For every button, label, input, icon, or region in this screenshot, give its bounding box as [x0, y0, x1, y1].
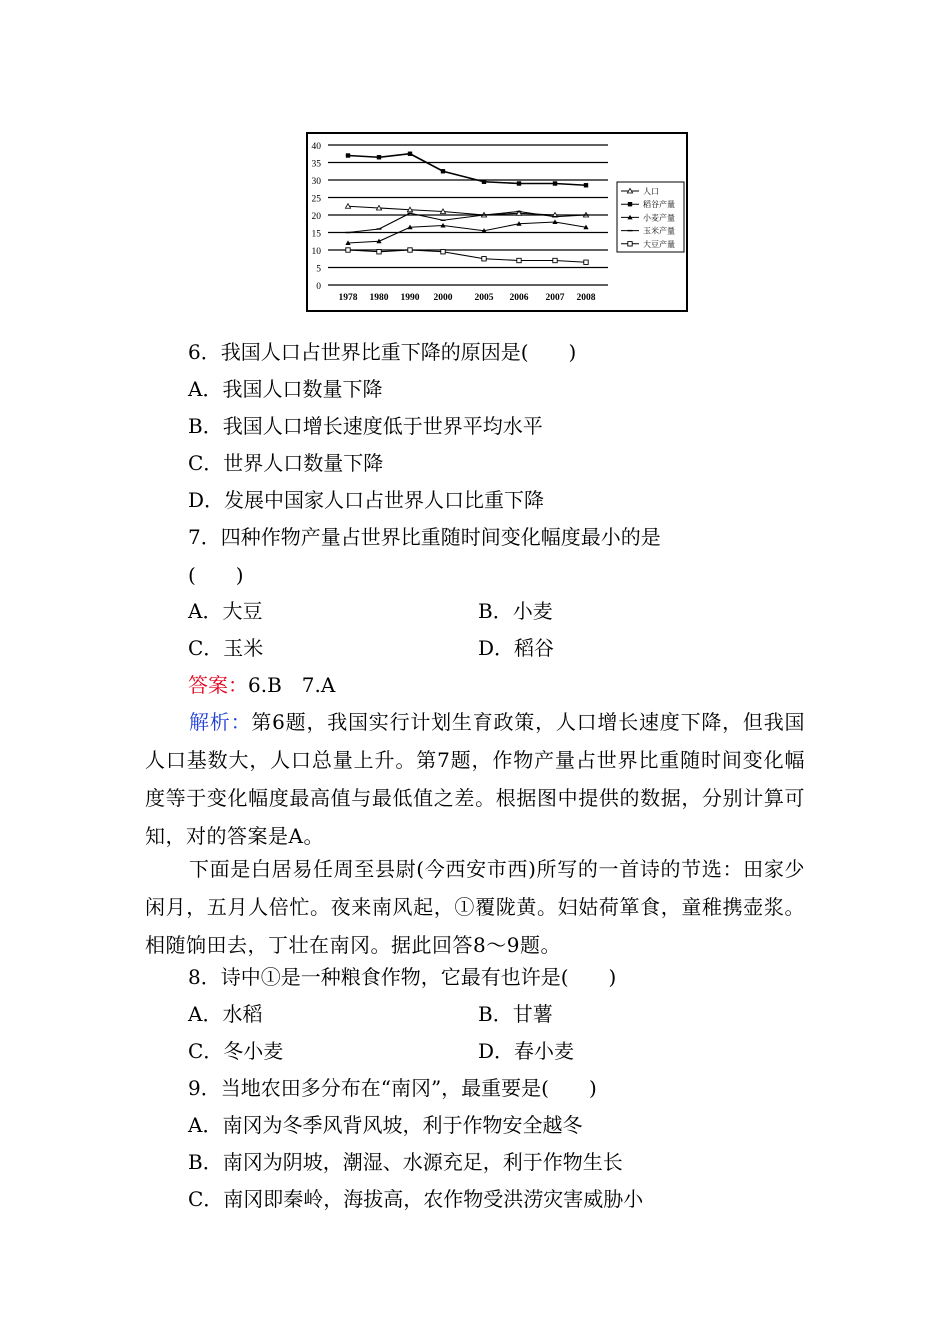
data-point	[584, 260, 588, 264]
data-point	[517, 181, 521, 185]
q6-option-b: B．我国人口增长速度低于世界平均水平	[188, 414, 543, 438]
q9-stem: 9．当地农田多分布在“南冈”，最重要是( )	[188, 1076, 597, 1100]
y-tick-label: 10	[311, 247, 321, 257]
x-tick-label: 1978	[338, 293, 358, 303]
q6-option-d: D．发展中国家人口占世界人口比重下降	[188, 488, 545, 512]
data-point	[441, 250, 445, 254]
y-tick-label: 40	[311, 142, 321, 152]
answer-label: 答案：	[188, 673, 248, 697]
answer-line	[188, 673, 335, 697]
analysis-text: 第6题，我国实行计划生育政策，人口增长速度下降，但我国人口基数大，人口总量上升。第7题，作物产量占世界比重随时间变化幅度等于变化幅度最高值与最低值之差。根据图中提供的数据，分别计算可知，对的答案是A。	[145, 710, 805, 848]
q7-option-c: C．玉米	[188, 636, 264, 660]
y-tick-label: 5	[316, 264, 321, 275]
x-tick-label: 2005	[474, 293, 494, 303]
analysis-paragraph	[145, 703, 805, 855]
legend-marker	[628, 242, 632, 246]
q8-stem: 8．诗中①是一种粮食作物，它最有也许是( )	[188, 965, 617, 989]
data-point	[346, 153, 350, 157]
q7-stem: 7．四种作物产量占世界比重随时间变化幅度最小的是	[188, 525, 661, 549]
x-tick-label: 2008	[576, 293, 596, 303]
x-tick-label: 1990	[400, 293, 420, 303]
q7-paren: ( )	[188, 563, 244, 587]
analysis-label: 解析：	[189, 710, 252, 734]
data-point	[553, 181, 557, 185]
q6-stem: 6．我国人口占世界比重下降的原因是( )	[188, 340, 577, 364]
data-point	[377, 250, 381, 254]
data-point	[584, 183, 588, 187]
q7-option-a: A．大豆	[188, 599, 263, 623]
legend-marker	[628, 202, 632, 206]
q9-option-c: C．南冈即秦岭，海拔高，农作物受洪涝灾害威胁小	[188, 1187, 644, 1211]
q8-option-a: A．水稻	[188, 1002, 263, 1026]
legend-label: 大豆产量	[643, 239, 675, 249]
q9-option-b: B．南冈为阴坡，潮湿、水源充足，利于作物生长	[188, 1150, 623, 1174]
y-tick-label: 30	[311, 177, 321, 187]
q8-option-b: B．甘薯	[478, 1002, 553, 1026]
q6-option-c: C．世界人口数量下降	[188, 451, 384, 475]
legend-label: 稻谷产量	[643, 200, 675, 210]
legend-label: 小麦产量	[643, 213, 675, 223]
y-tick-label: 35	[311, 159, 321, 170]
data-point	[346, 248, 350, 252]
q7-option-b: B．小麦	[478, 599, 553, 623]
q8-option-c: C．冬小麦	[188, 1039, 284, 1063]
data-point	[482, 180, 486, 184]
crop-share-chart	[306, 132, 688, 312]
data-point	[517, 258, 521, 262]
chart-svg	[306, 132, 688, 312]
x-tick-label: 2007	[545, 293, 565, 303]
y-tick-label: 25	[311, 194, 321, 205]
q9-option-a: A．南冈为冬季风背风坡，利于作物安全越冬	[188, 1113, 583, 1137]
x-tick-label: 2006	[509, 293, 529, 303]
q6-option-a: A．我国人口数量下降	[188, 377, 383, 401]
data-point	[482, 257, 486, 261]
poem-paragraph: 下面是白居易任周至县尉(今西安市西)所写的一首诗的节选：田家少闲月，五月人倍忙。夜来南风起，①覆陇黄。妇姑荷箪食，童稚携壶浆。相随饷田去，丁壮在南冈。据此回答8～9题。	[145, 857, 805, 957]
legend-label: 人口	[643, 187, 659, 196]
y-tick-label: 15	[311, 229, 321, 240]
q7-option-d: D．稻谷	[478, 636, 555, 660]
q8-option-d: D．春小麦	[478, 1039, 575, 1063]
legend-label: 玉米产量	[643, 226, 675, 236]
data-point	[553, 258, 557, 262]
answer-value: 6.B 7.A	[248, 673, 336, 697]
y-tick-label: 20	[311, 212, 321, 222]
data-point	[408, 248, 412, 252]
data-point	[408, 152, 412, 156]
data-point	[377, 155, 381, 159]
y-tick-label: 0	[316, 282, 321, 292]
data-point	[441, 169, 445, 173]
x-tick-label: 2000	[433, 293, 453, 303]
x-tick-label: 1980	[369, 293, 389, 303]
